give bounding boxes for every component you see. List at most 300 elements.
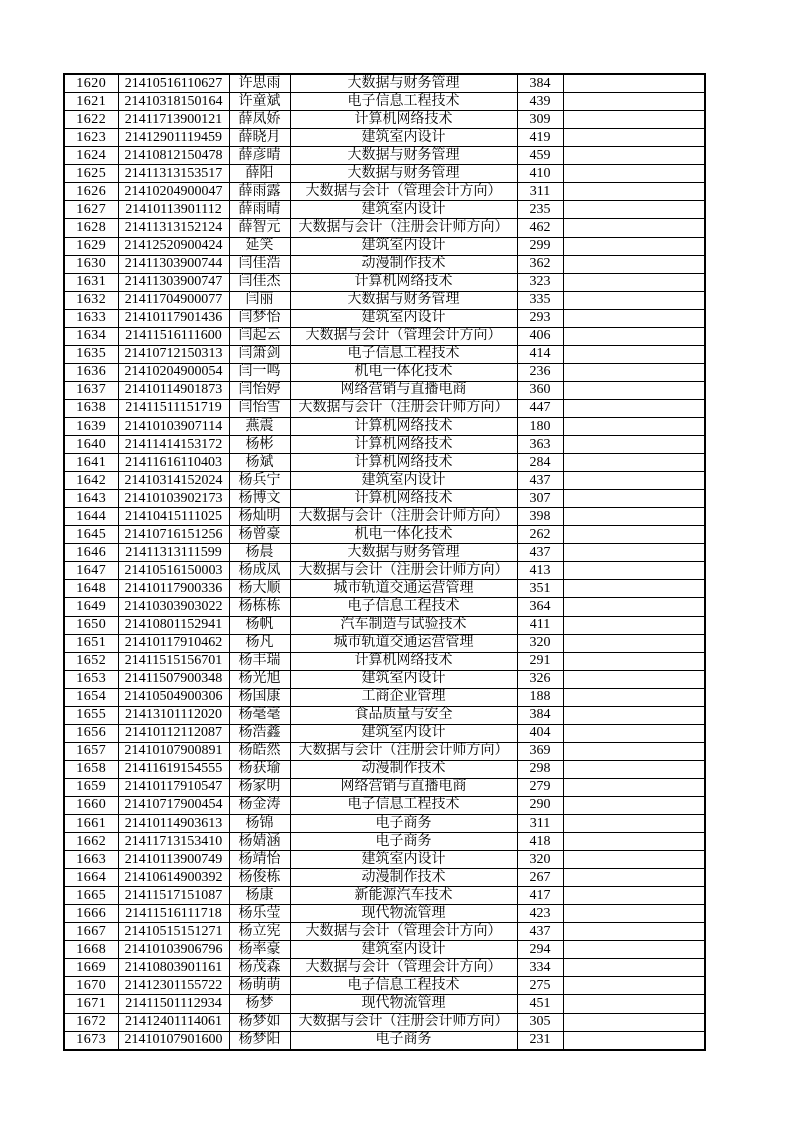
- table-row: [64, 544, 705, 562]
- score-cell: 326: [517, 670, 563, 688]
- major-cell: 大数据与财务管理: [290, 544, 517, 562]
- student-id-cell: 21410516150003: [118, 562, 229, 580]
- student-name-cell: 杨成凤: [229, 562, 290, 580]
- student-id-cell: 21412401114061: [118, 1013, 229, 1031]
- score-cell: 299: [517, 237, 563, 255]
- major-cell: 电子商务: [290, 1031, 517, 1050]
- empty-cell: [563, 381, 705, 399]
- empty-cell: [563, 93, 705, 111]
- major-cell: 食品质量与安全: [290, 706, 517, 724]
- table-row: [64, 490, 705, 508]
- row-number-cell: 1633: [64, 309, 118, 327]
- student-name-cell: 闫佳浩: [229, 255, 290, 273]
- major-cell: 网络营销与直播电商: [290, 778, 517, 796]
- row-number-cell: 1655: [64, 706, 118, 724]
- row-number-cell: 1645: [64, 526, 118, 544]
- student-id-cell: 21410504900306: [118, 688, 229, 706]
- empty-cell: [563, 345, 705, 363]
- major-cell: 大数据与财务管理: [290, 74, 517, 93]
- student-id-cell: 21411313153517: [118, 165, 229, 183]
- row-number-cell: 1654: [64, 688, 118, 706]
- table-row: [64, 183, 705, 201]
- score-cell: 320: [517, 634, 563, 652]
- student-id-cell: 21411313111599: [118, 544, 229, 562]
- empty-cell: [563, 508, 705, 526]
- empty-cell: [563, 526, 705, 544]
- score-cell: 307: [517, 490, 563, 508]
- student-name-cell: 杨凡: [229, 634, 290, 652]
- empty-cell: [563, 796, 705, 814]
- student-name-cell: 杨乐莹: [229, 905, 290, 923]
- major-cell: 建筑室内设计: [290, 129, 517, 147]
- empty-cell: [563, 183, 705, 201]
- student-id-cell: 21411303900744: [118, 255, 229, 273]
- student-id-cell: 21411511151719: [118, 399, 229, 417]
- table-row: [64, 201, 705, 219]
- score-cell: 236: [517, 363, 563, 381]
- student-id-cell: 21411704900077: [118, 291, 229, 309]
- table-row: [64, 165, 705, 183]
- student-name-cell: 杨梦: [229, 995, 290, 1013]
- table-row: [64, 237, 705, 255]
- student-name-cell: 杨锦: [229, 815, 290, 833]
- student-id-cell: 21410114901873: [118, 381, 229, 399]
- empty-cell: [563, 255, 705, 273]
- empty-cell: [563, 652, 705, 670]
- table-row: [64, 526, 705, 544]
- empty-cell: [563, 905, 705, 923]
- major-cell: 建筑室内设计: [290, 237, 517, 255]
- major-cell: 大数据与会计（管理会计方向）: [290, 327, 517, 345]
- major-cell: 大数据与财务管理: [290, 147, 517, 165]
- empty-cell: [563, 490, 705, 508]
- row-number-cell: 1673: [64, 1031, 118, 1050]
- score-cell: 305: [517, 1013, 563, 1031]
- score-cell: 362: [517, 255, 563, 273]
- empty-cell: [563, 309, 705, 327]
- row-number-cell: 1632: [64, 291, 118, 309]
- row-number-cell: 1665: [64, 887, 118, 905]
- score-cell: 291: [517, 652, 563, 670]
- score-cell: 267: [517, 869, 563, 887]
- student-id-cell: 21410117910462: [118, 634, 229, 652]
- major-cell: 计算机网络技术: [290, 111, 517, 129]
- student-name-cell: 杨浩鑫: [229, 724, 290, 742]
- major-cell: 大数据与会计（注册会计师方向）: [290, 1013, 517, 1031]
- score-cell: 404: [517, 724, 563, 742]
- table-row: [64, 562, 705, 580]
- score-cell: 439: [517, 93, 563, 111]
- student-id-cell: 21413101112020: [118, 706, 229, 724]
- student-name-cell: 杨康: [229, 887, 290, 905]
- student-id-cell: 21411517151087: [118, 887, 229, 905]
- student-id-cell: 21410812150478: [118, 147, 229, 165]
- empty-cell: [563, 544, 705, 562]
- student-id-cell: 21410103906796: [118, 941, 229, 959]
- row-number-cell: 1671: [64, 995, 118, 1013]
- major-cell: 电子商务: [290, 833, 517, 851]
- student-name-cell: 延笑: [229, 237, 290, 255]
- student-id-cell: 21410712150313: [118, 345, 229, 363]
- student-name-cell: 杨彬: [229, 436, 290, 454]
- student-name-cell: 闫怡雪: [229, 399, 290, 417]
- student-id-cell: 21411713153410: [118, 833, 229, 851]
- student-name-cell: 燕震: [229, 417, 290, 435]
- major-cell: 城市轨道交通运营管理: [290, 634, 517, 652]
- score-cell: 235: [517, 201, 563, 219]
- student-name-cell: 杨梦如: [229, 1013, 290, 1031]
- student-name-cell: 许童斌: [229, 93, 290, 111]
- table-row: [64, 417, 705, 435]
- empty-cell: [563, 815, 705, 833]
- student-name-cell: 杨灿明: [229, 508, 290, 526]
- empty-cell: [563, 562, 705, 580]
- score-cell: 413: [517, 562, 563, 580]
- row-number-cell: 1623: [64, 129, 118, 147]
- student-name-cell: 杨曾豪: [229, 526, 290, 544]
- major-cell: 建筑室内设计: [290, 670, 517, 688]
- empty-cell: [563, 959, 705, 977]
- row-number-cell: 1637: [64, 381, 118, 399]
- empty-cell: [563, 219, 705, 237]
- score-cell: 384: [517, 74, 563, 93]
- student-id-cell: 21411414153172: [118, 436, 229, 454]
- empty-cell: [563, 634, 705, 652]
- student-id-cell: 21411507900348: [118, 670, 229, 688]
- empty-cell: [563, 598, 705, 616]
- student-name-cell: 杨斌: [229, 454, 290, 472]
- student-name-cell: 杨毫毫: [229, 706, 290, 724]
- major-cell: 汽车制造与试验技术: [290, 616, 517, 634]
- score-cell: 462: [517, 219, 563, 237]
- table-row: [64, 724, 705, 742]
- score-cell: 188: [517, 688, 563, 706]
- score-cell: 360: [517, 381, 563, 399]
- score-cell: 323: [517, 273, 563, 291]
- student-name-cell: 杨博文: [229, 490, 290, 508]
- table-row: [64, 309, 705, 327]
- score-cell: 279: [517, 778, 563, 796]
- student-name-cell: 薛阳: [229, 165, 290, 183]
- empty-cell: [563, 74, 705, 93]
- student-id-cell: 21411713900121: [118, 111, 229, 129]
- score-cell: 298: [517, 760, 563, 778]
- student-name-cell: 薛雨晴: [229, 201, 290, 219]
- table-row: [64, 74, 705, 93]
- row-number-cell: 1621: [64, 93, 118, 111]
- major-cell: 机电一体化技术: [290, 363, 517, 381]
- score-cell: 398: [517, 508, 563, 526]
- row-number-cell: 1640: [64, 436, 118, 454]
- table-row: [64, 291, 705, 309]
- major-cell: 电子信息工程技术: [290, 796, 517, 814]
- major-cell: 动漫制作技术: [290, 255, 517, 273]
- student-name-cell: 薛雨露: [229, 183, 290, 201]
- major-cell: 建筑室内设计: [290, 724, 517, 742]
- table-row: [64, 129, 705, 147]
- row-number-cell: 1630: [64, 255, 118, 273]
- score-cell: 447: [517, 399, 563, 417]
- table-row: [64, 399, 705, 417]
- row-number-cell: 1628: [64, 219, 118, 237]
- row-number-cell: 1647: [64, 562, 118, 580]
- score-cell: 437: [517, 544, 563, 562]
- row-number-cell: 1667: [64, 923, 118, 941]
- student-name-cell: 闫丽: [229, 291, 290, 309]
- score-cell: 290: [517, 796, 563, 814]
- row-number-cell: 1648: [64, 580, 118, 598]
- empty-cell: [563, 1031, 705, 1050]
- table-row: [64, 255, 705, 273]
- table-row: [64, 833, 705, 851]
- row-number-cell: 1662: [64, 833, 118, 851]
- major-cell: 建筑室内设计: [290, 309, 517, 327]
- score-cell: 414: [517, 345, 563, 363]
- student-id-cell: 21410318150164: [118, 93, 229, 111]
- row-number-cell: 1641: [64, 454, 118, 472]
- score-cell: 311: [517, 815, 563, 833]
- row-number-cell: 1620: [64, 74, 118, 93]
- student-id-cell: 21412520900424: [118, 237, 229, 255]
- student-id-cell: 21411515156701: [118, 652, 229, 670]
- score-cell: 294: [517, 941, 563, 959]
- row-number-cell: 1646: [64, 544, 118, 562]
- major-cell: 电子信息工程技术: [290, 598, 517, 616]
- table-row: [64, 111, 705, 129]
- student-name-cell: 杨俊栋: [229, 869, 290, 887]
- score-cell: 369: [517, 742, 563, 760]
- table-row: [64, 454, 705, 472]
- empty-cell: [563, 941, 705, 959]
- empty-cell: [563, 129, 705, 147]
- score-cell: 410: [517, 165, 563, 183]
- row-number-cell: 1672: [64, 1013, 118, 1031]
- student-id-cell: 21410107901600: [118, 1031, 229, 1050]
- score-cell: 411: [517, 616, 563, 634]
- table-row: [64, 508, 705, 526]
- table-row: [64, 706, 705, 724]
- student-name-cell: 闫一鸣: [229, 363, 290, 381]
- row-number-cell: 1625: [64, 165, 118, 183]
- major-cell: 网络营销与直播电商: [290, 381, 517, 399]
- empty-cell: [563, 472, 705, 490]
- table-row: [64, 1031, 705, 1050]
- empty-cell: [563, 111, 705, 129]
- table-row: [64, 905, 705, 923]
- table-row: [64, 219, 705, 237]
- empty-cell: [563, 742, 705, 760]
- row-number-cell: 1639: [64, 417, 118, 435]
- student-name-cell: 杨获瑜: [229, 760, 290, 778]
- empty-cell: [563, 201, 705, 219]
- row-number-cell: 1652: [64, 652, 118, 670]
- major-cell: 大数据与会计（注册会计师方向）: [290, 399, 517, 417]
- major-cell: 现代物流管理: [290, 905, 517, 923]
- empty-cell: [563, 869, 705, 887]
- empty-cell: [563, 436, 705, 454]
- major-cell: 现代物流管理: [290, 995, 517, 1013]
- score-cell: 423: [517, 905, 563, 923]
- major-cell: 建筑室内设计: [290, 851, 517, 869]
- row-number-cell: 1635: [64, 345, 118, 363]
- student-id-cell: 21410113901112: [118, 201, 229, 219]
- empty-cell: [563, 977, 705, 995]
- score-cell: 293: [517, 309, 563, 327]
- table-row: [64, 995, 705, 1013]
- student-name-cell: 杨茂森: [229, 959, 290, 977]
- student-name-cell: 薛凤娇: [229, 111, 290, 129]
- student-name-cell: 杨金涛: [229, 796, 290, 814]
- student-id-cell: 21410112112087: [118, 724, 229, 742]
- major-cell: 大数据与会计（注册会计师方向）: [290, 742, 517, 760]
- empty-cell: [563, 923, 705, 941]
- table-row: [64, 93, 705, 111]
- student-name-cell: 杨率豪: [229, 941, 290, 959]
- row-number-cell: 1661: [64, 815, 118, 833]
- student-id-cell: 21410614900392: [118, 869, 229, 887]
- empty-cell: [563, 706, 705, 724]
- score-cell: 417: [517, 887, 563, 905]
- student-id-cell: 21410204900054: [118, 363, 229, 381]
- empty-cell: [563, 833, 705, 851]
- score-cell: 335: [517, 291, 563, 309]
- major-cell: 新能源汽车技术: [290, 887, 517, 905]
- major-cell: 大数据与会计（注册会计师方向）: [290, 562, 517, 580]
- student-id-cell: 21411303900747: [118, 273, 229, 291]
- student-name-cell: 闫箫剑: [229, 345, 290, 363]
- student-name-cell: 杨光旭: [229, 670, 290, 688]
- empty-cell: [563, 291, 705, 309]
- score-cell: 419: [517, 129, 563, 147]
- major-cell: 动漫制作技术: [290, 760, 517, 778]
- student-id-cell: 21410107900891: [118, 742, 229, 760]
- table-row: [64, 959, 705, 977]
- row-number-cell: 1629: [64, 237, 118, 255]
- score-cell: 231: [517, 1031, 563, 1050]
- table-row: [64, 616, 705, 634]
- student-name-cell: 杨靖怡: [229, 851, 290, 869]
- student-name-cell: 杨国康: [229, 688, 290, 706]
- student-id-cell: 21410117910547: [118, 778, 229, 796]
- student-name-cell: 杨大顺: [229, 580, 290, 598]
- student-id-cell: 21410314152024: [118, 472, 229, 490]
- major-cell: 计算机网络技术: [290, 436, 517, 454]
- student-name-cell: 杨家明: [229, 778, 290, 796]
- student-id-cell: 21410103907114: [118, 417, 229, 435]
- table-row: [64, 887, 705, 905]
- table-row: [64, 273, 705, 291]
- student-id-cell: 21410801152941: [118, 616, 229, 634]
- row-number-cell: 1658: [64, 760, 118, 778]
- score-cell: 451: [517, 995, 563, 1013]
- student-id-cell: 21411616110403: [118, 454, 229, 472]
- student-id-cell: 21410716151256: [118, 526, 229, 544]
- student-id-cell: 21410103902173: [118, 490, 229, 508]
- student-name-cell: 杨丰瑞: [229, 652, 290, 670]
- student-name-cell: 杨晨: [229, 544, 290, 562]
- major-cell: 工商企业管理: [290, 688, 517, 706]
- student-name-cell: 杨兵宁: [229, 472, 290, 490]
- student-name-cell: 杨萌萌: [229, 977, 290, 995]
- major-cell: 大数据与财务管理: [290, 165, 517, 183]
- table-row: [64, 580, 705, 598]
- table-row: [64, 345, 705, 363]
- empty-cell: [563, 616, 705, 634]
- score-cell: 459: [517, 147, 563, 165]
- score-cell: 309: [517, 111, 563, 129]
- row-number-cell: 1649: [64, 598, 118, 616]
- table-row: [64, 634, 705, 652]
- student-name-cell: 闫佳杰: [229, 273, 290, 291]
- student-id-cell: 21410113900749: [118, 851, 229, 869]
- major-cell: 电子信息工程技术: [290, 977, 517, 995]
- student-name-cell: 薛晓月: [229, 129, 290, 147]
- student-id-cell: 21410117901436: [118, 309, 229, 327]
- student-name-cell: 薛智元: [229, 219, 290, 237]
- student-id-cell: 21410415111025: [118, 508, 229, 526]
- student-name-cell: 薛彦晴: [229, 147, 290, 165]
- empty-cell: [563, 670, 705, 688]
- major-cell: 大数据与会计（管理会计方向）: [290, 923, 517, 941]
- student-id-cell: 21410204900047: [118, 183, 229, 201]
- row-number-cell: 1659: [64, 778, 118, 796]
- major-cell: 机电一体化技术: [290, 526, 517, 544]
- empty-cell: [563, 454, 705, 472]
- table-row: [64, 598, 705, 616]
- empty-cell: [563, 273, 705, 291]
- empty-cell: [563, 580, 705, 598]
- student-id-cell: 21411313152124: [118, 219, 229, 237]
- student-id-cell: 21412901119459: [118, 129, 229, 147]
- table-row: [64, 815, 705, 833]
- table-row: [64, 688, 705, 706]
- row-number-cell: 1638: [64, 399, 118, 417]
- score-cell: 334: [517, 959, 563, 977]
- row-number-cell: 1668: [64, 941, 118, 959]
- row-number-cell: 1669: [64, 959, 118, 977]
- empty-cell: [563, 760, 705, 778]
- empty-cell: [563, 147, 705, 165]
- table-body: [64, 74, 705, 1050]
- student-id-cell: 21411516111600: [118, 327, 229, 345]
- student-id-cell: 21412301155722: [118, 977, 229, 995]
- score-cell: 262: [517, 526, 563, 544]
- table-row: [64, 327, 705, 345]
- major-cell: 电子信息工程技术: [290, 345, 517, 363]
- row-number-cell: 1634: [64, 327, 118, 345]
- major-cell: 大数据与会计（注册会计师方向）: [290, 508, 517, 526]
- table-row: [64, 869, 705, 887]
- student-name-cell: 闫怡婷: [229, 381, 290, 399]
- empty-cell: [563, 995, 705, 1013]
- major-cell: 计算机网络技术: [290, 417, 517, 435]
- student-name-cell: 杨梦阳: [229, 1031, 290, 1050]
- row-number-cell: 1670: [64, 977, 118, 995]
- student-name-cell: 闫起云: [229, 327, 290, 345]
- row-number-cell: 1636: [64, 363, 118, 381]
- row-number-cell: 1664: [64, 869, 118, 887]
- empty-cell: [563, 778, 705, 796]
- row-number-cell: 1651: [64, 634, 118, 652]
- score-cell: 418: [517, 833, 563, 851]
- score-cell: 364: [517, 598, 563, 616]
- student-id-cell: 21410803901161: [118, 959, 229, 977]
- row-number-cell: 1653: [64, 670, 118, 688]
- student-name-cell: 杨立宪: [229, 923, 290, 941]
- score-cell: 437: [517, 923, 563, 941]
- student-name-cell: 杨栋栋: [229, 598, 290, 616]
- student-id-cell: 21410516110627: [118, 74, 229, 93]
